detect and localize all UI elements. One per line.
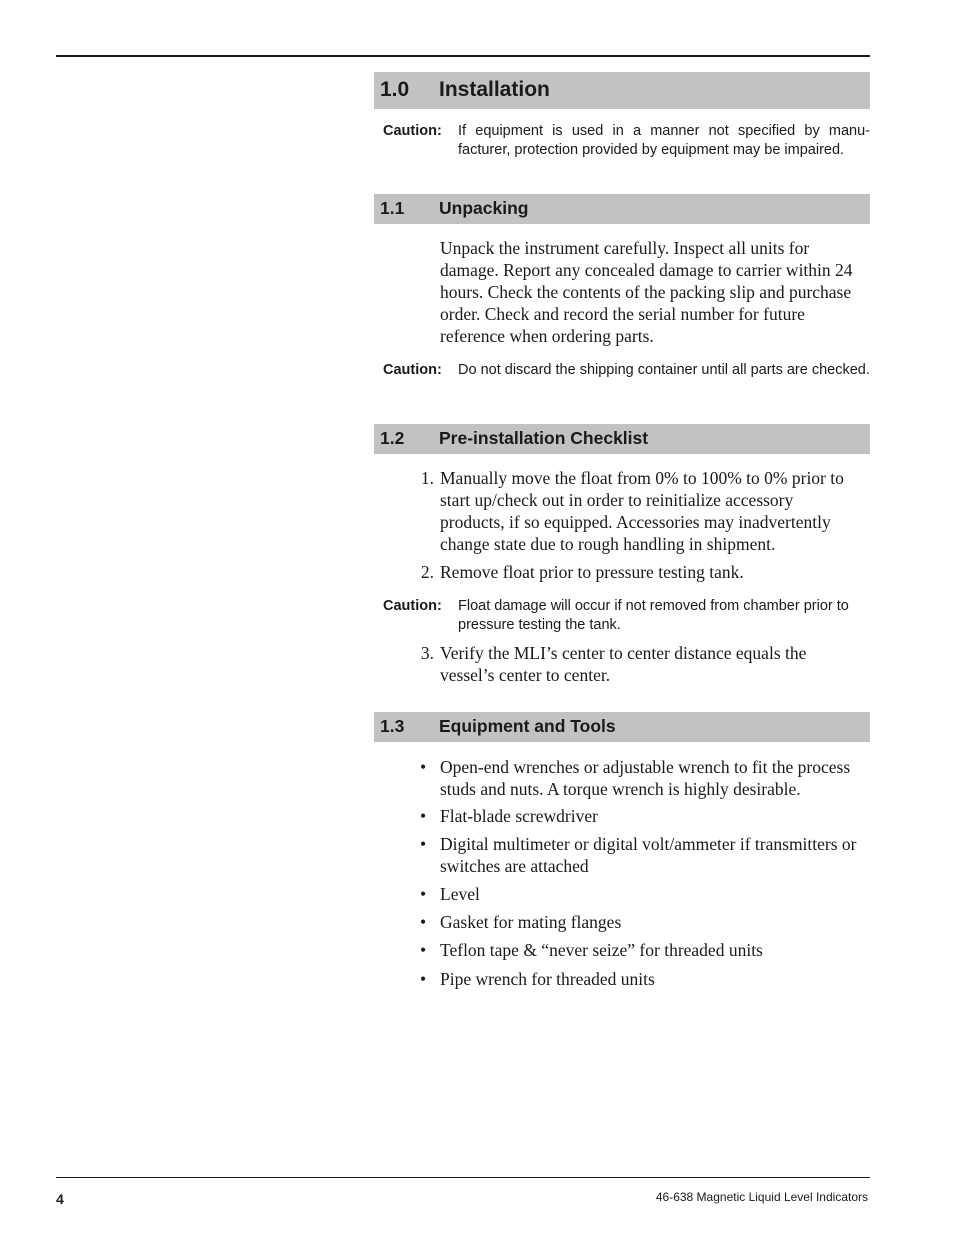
caution-label: Caution: xyxy=(383,123,442,139)
section-heading-equipment-and-tools xyxy=(374,712,870,742)
bullet: • xyxy=(420,912,427,932)
list-item-text: Digital multimeter or digital volt/ammeter if transmitters or switches are attached xyxy=(440,834,857,876)
list-item-text: Flat-blade screwdriver xyxy=(440,806,598,826)
bullet: • xyxy=(420,969,427,989)
list-item-text: Open-end wrenches or adjustable wrench to fit the process studs and nuts. A torque wrench is highly desirable. xyxy=(440,757,851,799)
footer-rule xyxy=(56,1177,870,1178)
list-item-text: Pipe wrench for threaded units xyxy=(440,969,655,989)
bullet: • xyxy=(420,884,427,904)
header-rule xyxy=(56,55,870,57)
checklist-item xyxy=(420,467,858,555)
caution-note xyxy=(383,597,870,635)
bullet: • xyxy=(420,806,427,826)
caution-note xyxy=(383,361,870,380)
list-item-text: Level xyxy=(440,884,480,904)
bullet: • xyxy=(420,940,427,960)
tool-list-item xyxy=(420,911,870,933)
list-item-text: Teflon tape & “never seize” for threaded units xyxy=(440,940,763,960)
caution-label: Caution: xyxy=(383,598,442,614)
page-number: 4 xyxy=(56,1191,64,1207)
caution-text: Float damage will occur if not removed from chamber prior to pressure testing the tank. xyxy=(458,598,849,633)
caution-text: If equipment is used in a manner not specified by manu-facturer, protection provided by equipment may be impaired. xyxy=(458,123,870,158)
list-marker: 3. xyxy=(420,643,434,663)
tool-list-item xyxy=(420,833,865,877)
section-number: 1.2 xyxy=(380,428,405,448)
unpacking-paragraph: Unpack the instrument carefully. Inspect all units for damage. Report any concealed damage to carrier within 24 hours. Check the contents of the packing slip and purchase order. Check and record the serial number for future reference when ordering parts. xyxy=(440,238,853,346)
tool-list-item xyxy=(420,756,870,800)
tool-list-item xyxy=(420,883,870,905)
section-title: Pre-installation Checklist xyxy=(439,428,649,448)
checklist-item xyxy=(420,561,870,583)
section-title: Installation xyxy=(439,78,550,101)
checklist-item xyxy=(420,642,840,686)
section-heading-unpacking xyxy=(374,194,870,224)
list-marker: 1. xyxy=(420,468,434,488)
list-marker: 2. xyxy=(420,562,434,582)
section-number: 1.3 xyxy=(380,716,405,736)
list-item-text: Verify the MLI’s center to center distance equals the vessel’s center to center. xyxy=(440,643,807,685)
list-item-text: Manually move the float from 0% to 100% to 0% prior to start up/check out in order to reinitialize accessory products, if so equipped. Accessories may inadvertently change state due to rough handling in shipment. xyxy=(440,468,844,554)
caution-note xyxy=(383,122,870,160)
bullet: • xyxy=(420,834,427,854)
bullet: • xyxy=(420,757,427,777)
section-title: Unpacking xyxy=(439,198,529,218)
section-heading-pre-installation-checklist xyxy=(374,424,870,454)
section-title: Equipment and Tools xyxy=(439,716,616,736)
list-item-text: Gasket for mating flanges xyxy=(440,912,622,932)
section-number: 1.1 xyxy=(380,198,405,218)
tool-list-item xyxy=(420,939,870,961)
caution-text: Do not discard the shipping container until all parts are checked. xyxy=(458,362,870,378)
list-item-text: Remove float prior to pressure testing tank. xyxy=(440,562,744,582)
section-heading-installation xyxy=(374,72,870,109)
footer-document-title: 46-638 Magnetic Liquid Level Indicators xyxy=(655,1190,868,1204)
section-number: 1.0 xyxy=(380,78,410,101)
tool-list-item xyxy=(420,805,870,827)
caution-label: Caution: xyxy=(383,362,442,378)
tool-list-item xyxy=(420,968,870,990)
